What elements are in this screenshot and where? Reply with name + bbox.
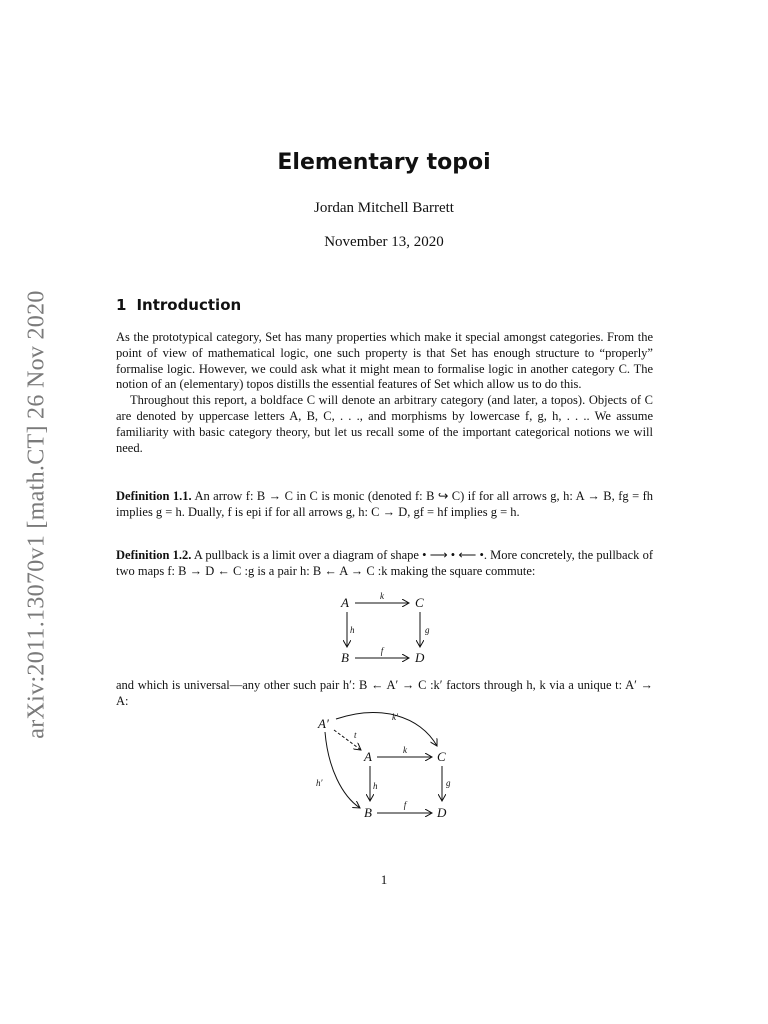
label-k-prime: k′ [392, 712, 398, 722]
arrow-h-prime [325, 732, 360, 808]
arrow-k-prime [336, 713, 437, 746]
label-g: g [425, 625, 430, 635]
label-f: f [403, 800, 407, 810]
label-k: k [403, 745, 407, 755]
section-title: Introduction [136, 296, 242, 314]
definition-1-2 [116, 548, 653, 580]
object-b: B [341, 650, 349, 665]
label-t: t [354, 730, 357, 740]
label-k: k [380, 591, 384, 601]
universal-text [116, 678, 653, 710]
object-a: A [341, 595, 349, 610]
paragraph-3: and which is universal—any other such pair h′: B ← A′ → C :k′ factors through h, k via a unique t: A′ → A: [116, 678, 653, 708]
paragraph-1: As the prototypical category, Set has many properties which make it special amongst categories. From the point of view of mathematical logic, one such property is that Set has enough structure to “properly” formalise logic. However, we could ask what it might mean to formalise logic in another category C. The notion of an (elementary) topos distills the essential features of Set which allow us to do this. [116, 330, 653, 392]
paper-author: Jordan Mitchell Barrett [314, 200, 454, 216]
definition-1-1-heading: Definition 1.1. [116, 489, 192, 503]
label-f: f [380, 646, 384, 656]
arrow-t-dashed [334, 730, 361, 750]
definition-1-2-heading: Definition 1.2. [116, 548, 192, 562]
object-d: D [437, 805, 447, 820]
object-d: D [415, 650, 425, 665]
label-h: h [373, 781, 378, 791]
label-g: g [446, 778, 451, 788]
definition-1-2-text: A pullback is a limit over a diagram of shape • ⟶ • ⟵ •. More concretely, the pullback of two maps f: B → D ← C :g is a pair h: B ← A → C :k making the square commute: [116, 548, 653, 578]
label-h-prime: h′ [316, 778, 323, 788]
section-number: 1 [116, 296, 127, 314]
definition-1-1 [116, 489, 653, 521]
object-a: A [364, 749, 372, 764]
section-heading [116, 296, 241, 314]
definition-1-1-text: An arrow f: B → C in C is monic (denoted f: B ↪ C) if for all arrows g, h: A → B, fg = fh implies g = h. Dually, f is epi if for all arrows g, h: C → D, gf = hf implies g = h. [116, 489, 653, 519]
intro-text [116, 330, 653, 456]
object-a-prime: A′ [318, 716, 329, 731]
object-c: C [415, 595, 424, 610]
page-number: 1 [380, 872, 388, 887]
object-b: B [364, 805, 372, 820]
paper-date: November 13, 2020 [324, 234, 444, 250]
paragraph-2: Throughout this report, a boldface C will denote an arbitrary category (and later, a topos). Objects of C are denoted by uppercase letters A, B, C, . . ., and morphisms by lowercase f, g, h, . . .. We assume familiarity with basic category theory, but let us recall some of the important categorical notions we will need. [116, 393, 653, 455]
label-h: h [350, 625, 355, 635]
object-c: C [437, 749, 446, 764]
arxiv-stamp [18, 289, 56, 739]
pullback-square-diagram [330, 588, 440, 670]
universal-property-diagram [310, 708, 470, 824]
arxiv-stamp-text: arXiv:2011.13070v1 [math.CT] 26 Nov 2020 [23, 289, 50, 739]
paper-title: Elementary topoi [277, 150, 491, 175]
